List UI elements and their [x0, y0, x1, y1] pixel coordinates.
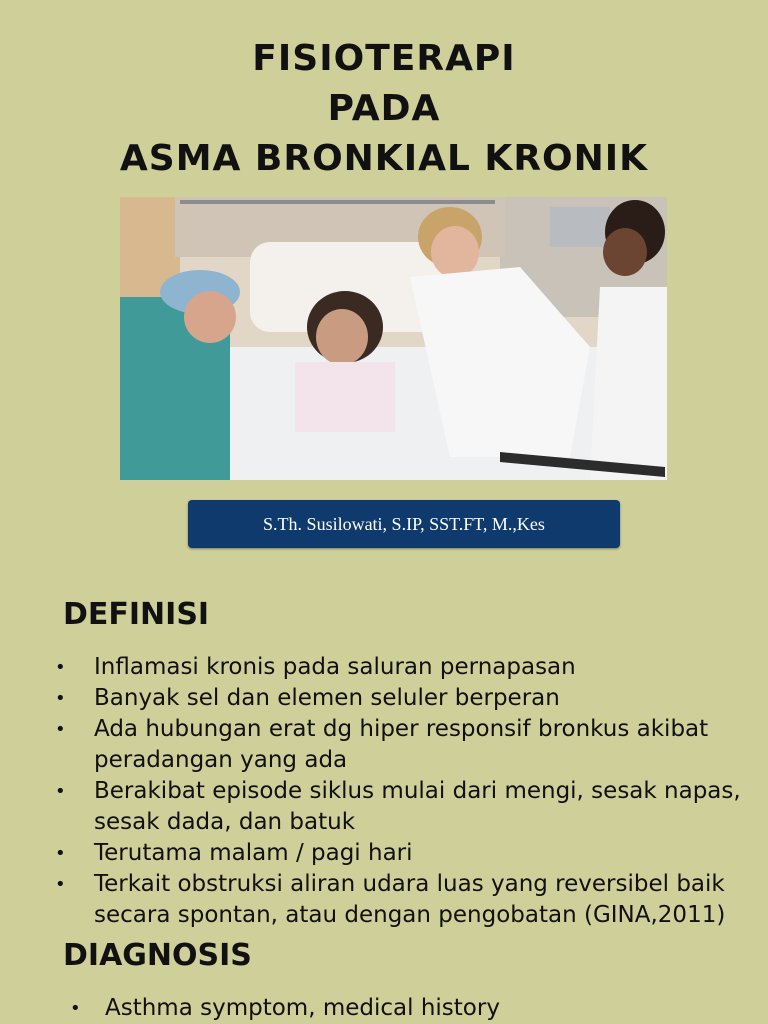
hospital-scene-illustration: [120, 197, 667, 480]
title-line-2: PADA: [327, 88, 441, 129]
bullet-icon: •: [55, 874, 66, 895]
hospital-photo: [120, 197, 667, 480]
list-item: • Terkait obstruksi aliran udara luas yang reversibel baik secara spontan, atau dengan pengobatan (GINA,2011): [55, 871, 726, 928]
list-item: • Terutama malam / pagi hari: [55, 838, 745, 869]
list-item: • Berakibat episode siklus mulai dari mengi, sesak napas, sesak dada, dan batuk: [55, 778, 741, 835]
list-item: • Banyak sel dan elemen seluler berperan: [55, 683, 745, 714]
bullet-icon: •: [55, 657, 66, 678]
bullet-icon: •: [55, 781, 66, 802]
list-item: • Inflamasi kronis pada saluran pernapasan: [55, 652, 745, 683]
list-item: • Asthma symptom, medical history: [70, 993, 760, 1024]
bullet-icon: •: [55, 688, 66, 709]
bullet-icon: •: [55, 843, 66, 864]
slide-title: [0, 34, 768, 184]
definisi-heading: DEFINISI: [63, 597, 210, 632]
diagnosis-list: [70, 993, 760, 1024]
list-item: • Ada hubungan erat dg hiper responsif bronkus akibat peradangan yang ada: [55, 716, 709, 773]
definisi-list: [55, 652, 745, 931]
author-label: S.Th. Susilowati, S.IP, SST.FT, M.,Kes: [188, 500, 620, 548]
title-line-3: ASMA BRONKIAL KRONIK: [119, 138, 649, 179]
diagnosis-heading: DIAGNOSIS: [63, 938, 252, 973]
bullet-icon: •: [70, 998, 81, 1019]
bullet-icon: •: [55, 719, 66, 740]
title-line-1: FISIOTERAPI: [252, 38, 516, 79]
